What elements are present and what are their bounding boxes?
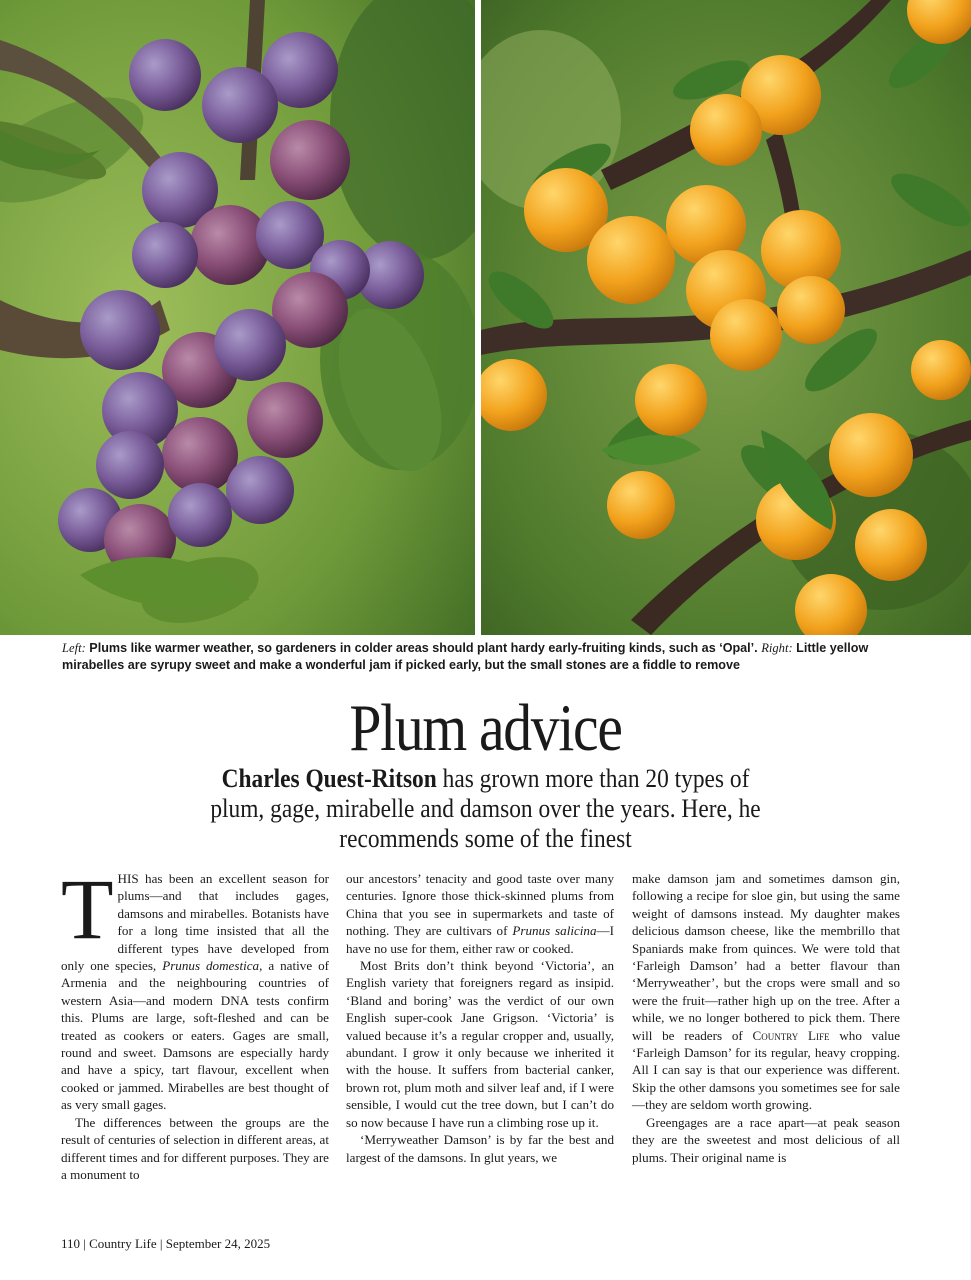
photo-caption: [62, 640, 912, 674]
mirabelles-photo: [481, 0, 971, 635]
article-column-2: [346, 870, 614, 1166]
author-byline: Charles Quest-Ritson: [221, 764, 437, 793]
article-headline: Plum advice: [349, 691, 622, 765]
col1-p1-end: , a native of Armenia and the neighbouring countries of western Asia—and modern DNA tests confirm this. Plums are large, soft-fleshed and can be treated as cookers or eaters. Gages are small, round and sweet. Damsons are especially hardy and have a spicy, tart flavour, excellent when cooked or jammed. Mirabelles are best thought of as very small gages.: [61, 958, 330, 1113]
magazine-name: Country Life: [752, 1027, 830, 1043]
caption-left-label: Left:: [62, 641, 86, 655]
species-name: Prunus domestica: [162, 958, 260, 974]
col1-p1-text: HIS has been an excellent season for plums—and that includes gages, damsons and mirabelles. Botanists have for a long time insisted that all the different types have developed from only one species,: [61, 871, 329, 974]
plums-photo: [0, 0, 475, 635]
article-paragraph: Most Brits don’t think beyond ‘Victoria’, an English variety that foreigners regard as insipid. ‘Bland and boring’ was the verdict of our own English super-cook Jane Grigson. ‘Victoria’ is valued because it’s a regular cropper and, usually, abundant. I grow it only because we inherited it with the house. It suffers from bacterial canker, brown rot, plum moth and silver leaf and, if I were sensible, I would cut the tree down, but I can’t do so now because I have run a climbing rose up it.: [346, 958, 614, 1130]
caption-right-label: Right:: [761, 641, 793, 655]
article-column-1: [61, 861, 330, 1183]
article-paragraph: [632, 870, 900, 1114]
article-column-3: [632, 870, 900, 1166]
drop-cap: T: [61, 861, 114, 957]
col2-p1-end: —I have no use for them, either raw or cooked.: [346, 923, 614, 956]
article-paragraph: The differences between the groups are the result of centuries of selection in different areas, at different times and for different purposes. They are a monument to: [61, 1114, 329, 1182]
col3-p1-end: who value ‘Farleigh Damson’ for its regular, heavy cropping. All I can say is that our experience was different. Skip the other damsons you sometimes see for sale—they are seldom worth growing.: [632, 1027, 901, 1113]
caption-right-text: Little yellow mirabelles are syrupy sweet and make a wonderful jam if picked early, but the small stones are a fiddle to remove: [62, 641, 869, 672]
caption-left-text: Plums like warmer weather, so gardeners in colder areas should plant hardy early-fruiting kinds, such as ‘Opal’.: [89, 641, 758, 655]
article-standfirst: [202, 764, 770, 854]
article-paragraph: [346, 870, 614, 957]
col3-p1-text: make damson jam and sometimes damson gin, following a recipe for sloe gin, but using the same weight of damsons instead. My daughter makes delicious damson cheese, like the membrillo that Spaniards make from quinces. We were told that ‘Farleigh Damson’ had a better flavour than ‘Merryweather’, but the crops were small and so were the fruit—rather high up on the tree. After a while, we no longer bothered to pick them. There will be readers of: [632, 871, 900, 1043]
page-folio: 110 | Country Life | September 24, 2025: [61, 1236, 271, 1251]
standfirst-text: has grown more than 20 types of plum, gage, mirabelle and damson over the years. Here, he recommends some of the finest: [210, 764, 761, 853]
photo-spread: [0, 0, 971, 635]
col2-p1-text: our ancestors’ tenacity and good taste over many centuries. Ignore those thick-skinned plums from China that you see in supermarkets and taste of nothing. They are cultivars of: [346, 871, 614, 939]
article-paragraph: Greengages are a race apart—at peak season they are the sweetest and most delicious of all plums. Their original name is: [632, 1114, 900, 1165]
article-paragraph: ‘Merryweather Damson’ is by far the best and largest of the damsons. In glut years, we: [346, 1132, 614, 1165]
species-name: Prunus salicina: [512, 923, 597, 939]
article-paragraph: [61, 861, 330, 1114]
